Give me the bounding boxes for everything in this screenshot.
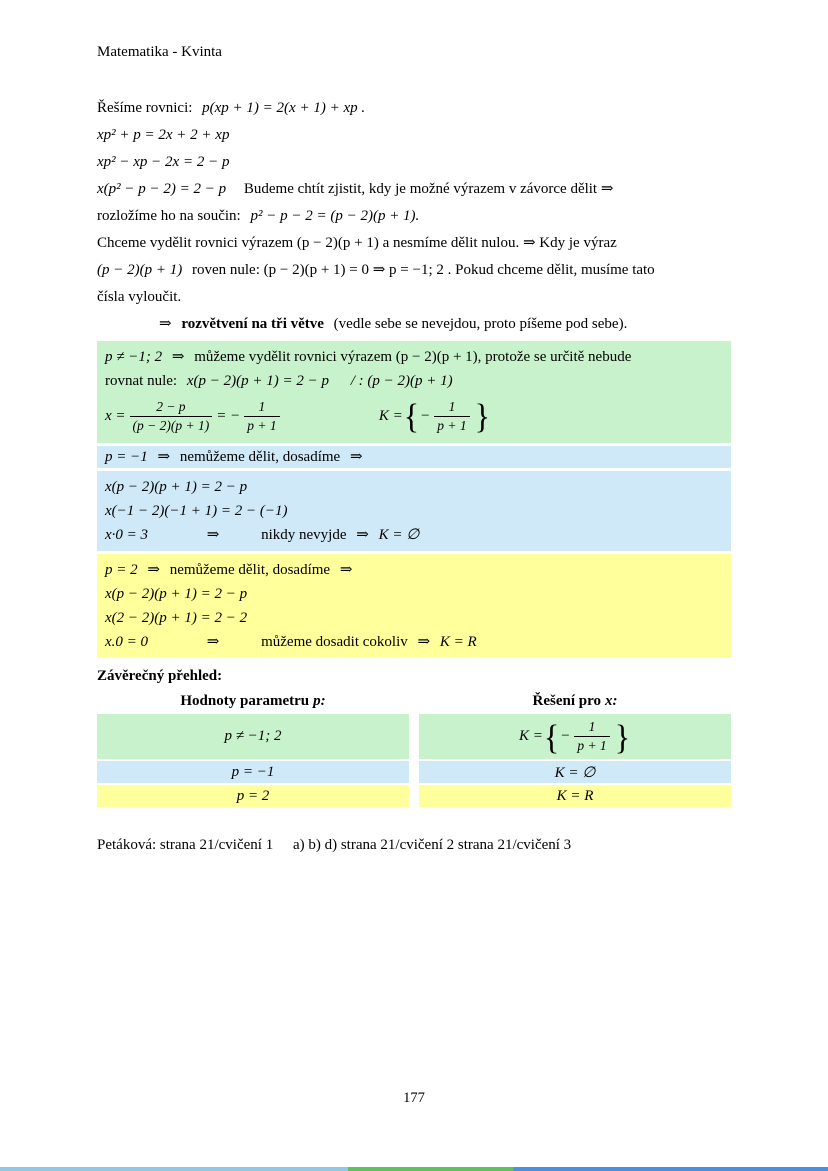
branch-note-line bbox=[159, 311, 731, 338]
column-header-parameter bbox=[97, 690, 409, 712]
open-brace: { bbox=[543, 716, 560, 757]
solution-cell bbox=[419, 761, 731, 783]
denominator: (p − 2)(p + 1) bbox=[132, 417, 210, 433]
solution-label: K = bbox=[378, 407, 403, 424]
explanation-text: rozložíme ho na součin: bbox=[97, 208, 241, 224]
reference-part-1: Petáková: strana 21/cvičení 1 bbox=[97, 837, 274, 853]
result-line bbox=[105, 630, 723, 654]
equation-line bbox=[105, 499, 723, 523]
result-text: nikdy nevyjde bbox=[261, 527, 347, 543]
column-header-solution bbox=[419, 690, 731, 712]
implies-arrow: ⇒ bbox=[349, 449, 363, 465]
branch-title: rozvětvení na tři větve bbox=[181, 316, 324, 332]
solution-value: K = R bbox=[556, 787, 594, 804]
implies-arrow: ⇒ bbox=[159, 316, 172, 332]
equation-line bbox=[105, 606, 723, 630]
equation-mid: = − bbox=[216, 407, 241, 424]
numerator: 2 − p bbox=[130, 398, 213, 417]
minus-sign: − bbox=[420, 407, 431, 424]
explanation-text: můžeme vydělit rovnici výrazem (p − 2)(p + 1), protože se určitě nebude bbox=[194, 349, 632, 365]
table-row bbox=[97, 714, 731, 759]
equation-line bbox=[105, 475, 723, 499]
branch-blue-label bbox=[97, 446, 731, 468]
implies-arrow: ⇒ bbox=[417, 634, 431, 650]
equation-lhs: x = bbox=[105, 407, 126, 424]
parameter-cell bbox=[97, 714, 409, 759]
explanation-text: nemůžeme dělit, dosadíme bbox=[169, 562, 331, 578]
branch-yellow-box bbox=[97, 554, 731, 658]
equation: x(−1 − 2)(−1 + 1) = 2 − (−1) bbox=[105, 503, 288, 519]
fraction bbox=[130, 398, 213, 434]
header-title: Matematika - Kvinta bbox=[97, 44, 222, 60]
implies-arrow: ⇒ bbox=[157, 449, 171, 465]
reference-part-2: a) b) d) strana 21/cvičení 2 strana 21/cvičení 3 bbox=[292, 837, 572, 853]
explanation-line bbox=[97, 230, 731, 257]
denominator: p + 1 bbox=[437, 417, 467, 433]
equation: x(2 − 2)(p + 1) = 2 − 2 bbox=[105, 610, 248, 626]
equation-line bbox=[97, 176, 731, 203]
problem-intro-line bbox=[97, 95, 731, 122]
intro-label: Řešíme rovnici: bbox=[97, 100, 193, 116]
equation-line bbox=[97, 149, 731, 176]
solution-set: K = ∅ bbox=[378, 527, 420, 543]
explanation-text: čísla vyloučit. bbox=[97, 289, 182, 305]
table-row bbox=[97, 761, 731, 783]
condition-equation: p = 2 bbox=[105, 562, 138, 578]
condition-equation: p = −1 bbox=[105, 449, 148, 465]
explanation-text: rovnat nule: bbox=[105, 373, 178, 389]
branch-green-box bbox=[97, 341, 731, 443]
explanation-text: Chceme vydělit rovnici výrazem (p − 2)(p + 1) a nesmíme dělit nulou. ⇒ Kdy je výraz bbox=[97, 235, 617, 251]
open-brace: { bbox=[403, 396, 420, 436]
implies-arrow: ⇒ bbox=[147, 562, 160, 578]
parameter-value: p = −1 bbox=[231, 763, 275, 780]
summary-table bbox=[97, 690, 731, 807]
parameter-value: p = 2 bbox=[236, 787, 270, 804]
factoring-line bbox=[97, 203, 731, 230]
close-brace: } bbox=[614, 716, 631, 757]
equation: x(p − 2)(p + 1) = 2 − p bbox=[105, 479, 248, 495]
numerator: 1 bbox=[244, 398, 279, 417]
solution-set bbox=[379, 398, 491, 434]
branch-note-text: (vedle sebe se nevejdou, proto píšeme pod sebe). bbox=[333, 316, 628, 332]
equation: xp² + p = 2x + 2 + xp bbox=[97, 127, 230, 143]
equation: x.0 = 0 bbox=[105, 634, 149, 650]
numerator: 1 bbox=[434, 398, 469, 417]
table-row bbox=[97, 785, 731, 807]
result-text: můžeme dosadit cokoliv bbox=[261, 634, 408, 650]
solution-set: K = R bbox=[439, 634, 477, 650]
fraction bbox=[244, 398, 279, 434]
solution-label: K = bbox=[518, 728, 543, 744]
parameter-cell bbox=[97, 761, 409, 783]
denominator: p + 1 bbox=[577, 738, 607, 753]
equation: x(p² − p − 2) = 2 − p bbox=[97, 181, 227, 197]
green-line-2 bbox=[105, 369, 723, 393]
bottom-edge-strip bbox=[0, 1167, 828, 1171]
explanation-text: nemůžeme dělit, dosadíme bbox=[179, 449, 341, 465]
explanation-text: Budeme chtít zjistit, kdy je možné výrazem v závorce dělit ⇒ bbox=[243, 181, 614, 197]
green-line-1 bbox=[105, 345, 723, 369]
equation: x(p − 2)(p + 1) = 2 − p bbox=[105, 586, 248, 602]
fraction bbox=[434, 398, 469, 434]
summary-title: Závěrečný přehled: bbox=[97, 668, 223, 684]
textbook-reference bbox=[97, 833, 731, 857]
yellow-header-line bbox=[105, 558, 723, 582]
fraction bbox=[574, 718, 609, 754]
parameter-value: p ≠ −1; 2 bbox=[224, 728, 282, 744]
equation-line bbox=[105, 582, 723, 606]
explanation-text: roven nule: (p − 2)(p + 1) = 0 ⇒ p = −1; 2 . Pokud chceme dělit, musíme tato bbox=[191, 262, 655, 278]
running-header bbox=[97, 44, 731, 61]
implies-arrow: ⇒ bbox=[171, 349, 185, 365]
solution-cell bbox=[419, 714, 731, 759]
solution-cell bbox=[419, 785, 731, 807]
close-brace: } bbox=[474, 396, 490, 436]
green-solution-row bbox=[105, 393, 723, 439]
column-header-variable: p: bbox=[313, 693, 326, 709]
solution-value: K = ∅ bbox=[554, 764, 596, 781]
implies-arrow: ⇒ bbox=[339, 562, 353, 578]
equation: x(p − 2)(p + 1) = 2 − p bbox=[186, 373, 329, 389]
page-number: 177 bbox=[403, 1090, 425, 1106]
equation-line bbox=[97, 122, 731, 149]
minus-sign: − bbox=[560, 728, 571, 744]
parameter-cell bbox=[97, 785, 409, 807]
equation: x·0 = 3 bbox=[105, 527, 149, 543]
equation: xp² − xp − 2x = 2 − p bbox=[97, 154, 230, 170]
summary-table-header bbox=[97, 690, 731, 712]
column-header-text: Hodnoty parametru bbox=[180, 693, 310, 709]
denominator: p + 1 bbox=[247, 417, 277, 433]
column-header-variable: x: bbox=[604, 693, 618, 709]
result-line bbox=[105, 523, 723, 547]
explanation-line bbox=[97, 284, 731, 311]
implies-arrow: ⇒ bbox=[206, 634, 220, 650]
numerator: 1 bbox=[574, 718, 609, 737]
equation: p² − p − 2 = (p − 2)(p + 1). bbox=[250, 208, 420, 224]
equation: (p − 2)(p + 1) bbox=[97, 262, 183, 278]
problem-section bbox=[97, 95, 731, 338]
implies-arrow: ⇒ bbox=[206, 527, 220, 543]
intro-equation: p(xp + 1) = 2(x + 1) + xp . bbox=[202, 100, 366, 116]
explanation-line bbox=[97, 257, 731, 284]
division-note: / : (p − 2)(p + 1) bbox=[350, 373, 453, 389]
column-header-text: Řešení pro bbox=[532, 693, 601, 709]
branch-blue-box bbox=[97, 471, 731, 551]
condition-equation: p ≠ −1; 2 bbox=[105, 349, 163, 365]
implies-arrow: ⇒ bbox=[356, 527, 369, 543]
